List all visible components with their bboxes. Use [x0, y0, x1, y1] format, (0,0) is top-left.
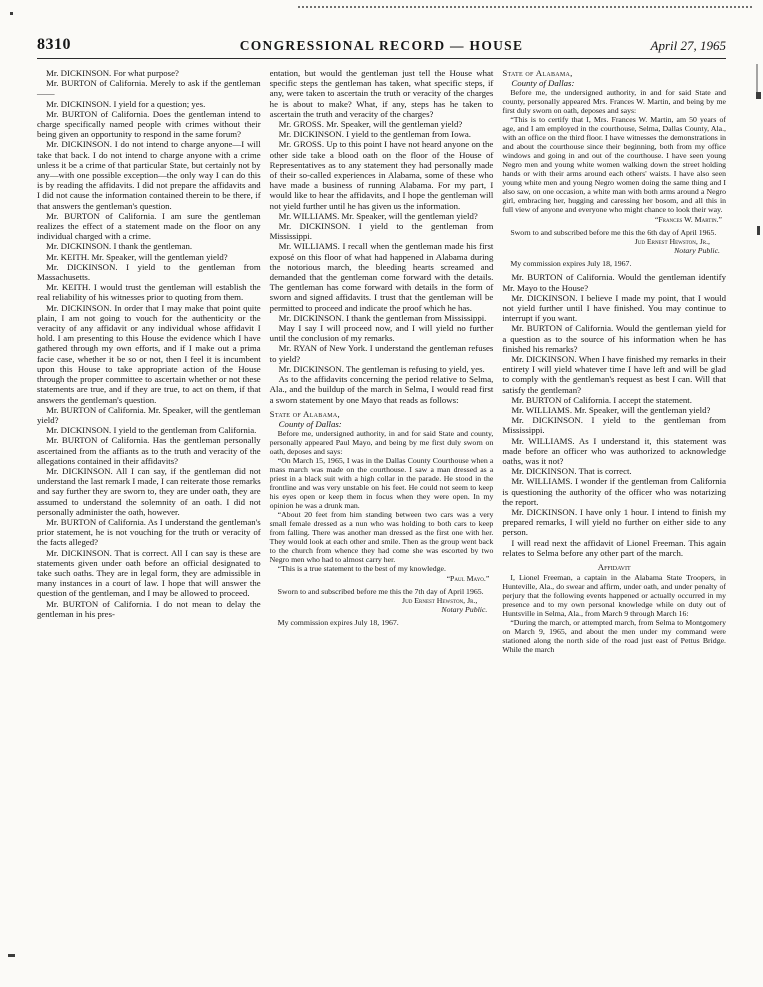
speech-paragraph: Mr. DICKINSON. In order that I may make that point quite plain, I am not going to vouch for the authenticity or the veracity of any affidavit or any individual whose affidavit I hold. I am presenting to this House the evidence which I have gathered through my own efforts, and if I make out a prima facie case, whether it be so or not, then I feel it is incumbent upon this House to take appropriate action of the House through the proper committee to ascertain whether or not these statements are true, and if they are true, to act on them, if that answers the gentleman's question. — [37, 302, 261, 405]
speech-paragraph: Mr. GROSS. Up to this point I have not heard anyone on the other side take a blood oath on the floor of the House of Representatives as to any statement they had personally made of their so-called experiences in Alabama, some of these who have made a business of running Alabama. For my part, I would like to hear the affidavits, and I hope the gentleman will not yield further until he has given us the information. — [269, 139, 494, 211]
page-header — [37, 28, 726, 54]
signature: “Frances W. Martin.” — [654, 215, 723, 225]
speech-paragraph: Mr. KEITH. I would trust the gentleman will establish the real reliability of his witnesses prior to quoting from them. — [37, 282, 261, 303]
journal-title: CONGRESSIONAL RECORD — HOUSE — [239, 38, 524, 53]
speech-paragraph: Mr. DICKINSON. I yield to the gentleman from Iowa. — [278, 129, 471, 140]
column-3 — [502, 68, 726, 654]
speech-paragraph: Mr. BURTON of California. As I understand the gentleman's prior statement, he is not vouching for the truth or veracity of the facts alleged? — [37, 516, 261, 548]
speech-paragraph: Mr. DICKINSON. I thank the gentleman. — [46, 241, 193, 252]
speech-paragraph: Mr. DICKINSON. I yield to the gentleman from Mississippi. — [269, 221, 494, 242]
affidavit-text: “About 20 feet from him standing between two cars was a very small female dressed as a nun who was holding to both cars to keep from falling. There was another man dressed as the first one with her. They would look at each other and smile. Then as the group went back to the church from whence they had come she was escorted by two Negro men who had to almost carry her. — [269, 510, 494, 565]
columns — [37, 68, 726, 654]
speech-paragraph: Mr. WILLIAMS. Mr. Speaker, will the gentleman yield? — [278, 210, 478, 221]
affidavit-text: “This is a true statement to the best of my knowledge. — [277, 564, 446, 574]
speech-paragraph: As to the affidavits concerning the period relative to Selma, Ala., and the buildup of the march in Selma, I would read first a sworn statement by one Mayo that reads as follows: — [269, 374, 494, 405]
speech-paragraph: Mr. BURTON of California. Would the gentleman identify Mr. Mayo to the House? — [502, 272, 727, 293]
notary-name: Jud Ernest Hewston, Jr., — [402, 596, 478, 606]
header-rule — [37, 58, 726, 59]
speech-paragraph: Mr. BURTON of California. Mr. Speaker, will the gentleman yield? — [37, 404, 261, 425]
notary-title: Notary Public. — [674, 246, 721, 256]
scan-artifact-dotted-line — [298, 6, 752, 8]
column-2 — [270, 68, 494, 627]
speech-paragraph-continuation: entation, but would the gentleman just tell the House what specific steps the gentleman has taken, what specific steps, if any, were taken to ascertain the truth or veracity of the charges he is about to make? What, if any, steps has he taken to ascertain the truth and veracity of the charges? — [269, 68, 494, 119]
affidavit-text: “On March 15, 1965, I was in the Dallas County Courthouse when a mass march was made on the courthouse. I saw a man dressed as a priest in a black suit with a high collar in the parade. He stood in the frontline and was very unstable on his feet. He could not seem to keep his eyes open or keep them in focus when they were open. In my opinion he was a drunk man. — [269, 456, 494, 511]
affidavit-text: Before me, the undersigned authority, in and for said State and county, personally appeared Mrs. Frances W. Martin, and being by me first duly sworn on oath, deposes and says: — [502, 88, 727, 116]
speech-paragraph: Mr. DICKINSON. I yield to the gentleman from Mississippi. — [502, 415, 727, 436]
issue-date: April 27, 1965 — [650, 38, 726, 53]
speech-paragraph: Mr. DICKINSON. I yield to the gentleman from Massachusetts. — [37, 261, 261, 283]
speech-paragraph: Mr. GROSS. Mr. Speaker, will the gentleman yield? — [278, 119, 463, 130]
speech-paragraph: Mr. BURTON of California. I am sure the gentleman realizes the effect of a statement made on the floor on any individual charged with a crime. — [37, 210, 261, 242]
speech-paragraph: Mr. DICKINSON. All I can say, if the gentleman did not understand the last remark I made, I can reiterate those remarks and say further they are sworn to, they are under oath, they are assumed to understand the solemnity of an oath. I did not personally administer the oath, however. — [37, 465, 261, 517]
speech-paragraph: Mr. WILLIAMS. Mr. Speaker, will the gentleman yield? — [511, 405, 711, 416]
speech-paragraph: Mr. WILLIAMS. I recall when the gentleman made his first exposé on this floor of what had happened in Alabama during the notorious march, the bleeding hearts screamed and demanded that the gentleman come forward with the details. The gentleman has come forward with details in the form of sworn and signed affidavits. I trust that the gentleman will be permitted to proceed and indicate the proof which he has. — [269, 241, 494, 313]
page-number: 8310 — [37, 36, 71, 53]
italic-heading: County of Dallas: — [278, 418, 342, 429]
speech-paragraph: Mr. DICKINSON. I yield to the gentleman from California. — [46, 425, 257, 436]
affidavit-text: Before me, undersigned authority, in and for said State and county, personally appeared Paul Mayo, and being by me first duly sworn on oath, deposes and says: — [269, 429, 494, 457]
speech-paragraph: Mr. DICKINSON. I do not intend to charge anyone—I will take that back. I do not intend to charge anyone with a crime unless it be a crime of that particular State, but certainly not by any—with one possible exception—the only way I can do this is by reading the affidavits. I did not prepare the affidavits and I did not cause the information contained therein to be there, if that answers the gentleman's question. — [37, 139, 261, 211]
notary-name: Jud Ernest Hewston, Jr., — [634, 237, 711, 247]
speech-paragraph: Mr. BURTON of California. Has the gentleman personally ascertained from the affiants as to the truth and veracity of the allegations contained in their affidavits? — [37, 435, 261, 466]
speech-paragraph: Mr. BURTON of California. Merely to ask if the gentleman—— — [37, 78, 261, 99]
affidavit-text: My commission expires July 18, 1967. — [277, 618, 399, 628]
scan-artifact — [756, 64, 758, 94]
smallcaps-heading: State of Alabama, — [502, 68, 573, 78]
affidavit-text: “This is to certify that I, Mrs. Frances W. Martin, am 50 years of age, and I am employed in the courthouse, Selma, Dallas County, Ala., with an office on the third floor. I have witnesses the demonstrations in and about the courthouse since their beginning, both from my office windows and going in and out of the courthouse. I have seen young Negro men and young white women walking down the street holding hands or with their arms around each others' waists. I have also seen young white men and young Negro women doing the same thing and I also saw, on one occasion, a white man with both arms around a Negro girl, embracing her, hugging and caressing her bosom, and all this in full view of anyone and everyone who might chance to look their way. — [502, 115, 727, 215]
smallcaps-heading: State of Alabama, — [269, 408, 340, 419]
speech-paragraph: I will read next the affidavit of Lionel Freeman. This again relates to Selma before any other part of the march. — [502, 537, 727, 558]
signature: “Paul Mayo.” — [446, 574, 490, 584]
speech-paragraph: Mr. BURTON of California. Would the gentleman yield for a question as to the source of his information when he has finished his remarks? — [502, 323, 727, 354]
speech-paragraph: Mr. RYAN of New York. I understand the gentleman refuses to yield? — [269, 343, 494, 364]
speech-paragraph: Mr. WILLIAMS. As I understand it, this statement was made before an officer who was authorized to acknowledge oaths, was it not? — [502, 435, 727, 467]
speech-paragraph: Mr. DICKINSON. I believe I made my point, that I would not yield further until I have finished. You may continue to interrupt if you want. — [502, 292, 727, 324]
speech-paragraph: Mr. DICKINSON. The gentleman is refusing to yield, yes. — [278, 363, 485, 374]
affidavit-text: Sworn to and subscribed before me this the 7th day of April 1965. — [277, 587, 484, 597]
speech-paragraph: Mr. DICKINSON. When I have finished my remarks in their entirety I will yield whatever time I have left and will be glad to comply with the gentleman's request as best I can. Will that satisfy the gentleman? — [502, 354, 727, 395]
centered-heading: Affidavit — [597, 562, 631, 573]
speech-paragraph: Mr. DICKINSON. That is correct. — [511, 466, 632, 477]
speech-paragraph: Mr. DICKINSON. For what purpose? — [46, 68, 179, 78]
speech-paragraph: Mr. DICKINSON. That is correct. All I can say is these are statements given under oath before an official designated to take such oaths. They are in legal form, they are admissible in many instances in a court of law. I hope that will answer the question of the gentleman, and I may be allowed to proceed. — [37, 547, 261, 599]
notary-title: Notary Public. — [441, 605, 488, 615]
column-1 — [37, 68, 261, 619]
speech-paragraph: Mr. BURTON of California. I accept the statement. — [511, 394, 692, 405]
speech-paragraph: Mr. BURTON of California. I do not mean to delay the gentleman in his pres- — [37, 598, 261, 619]
affidavit-text: I, Lionel Freeman, a captain in the Alabama State Troopers, in Hunteville, Ala., do swear and affirm, under oath, and under penalty of perjury that the following events happened or actually occurred in my presence and to my own personal knowledge while on duty out of Huntsville in Selma, Ala., from March 9 through March 16: — [502, 573, 727, 619]
affidavit-text: My commission expires July 18, 1967. — [510, 259, 632, 269]
speech-paragraph: Mr. DICKINSON. I have only 1 hour. I intend to finish my prepared remarks, I will yield no further on either side to any person. — [502, 507, 727, 538]
scan-artifact — [10, 12, 13, 15]
italic-heading: County of Dallas: — [511, 78, 575, 89]
speech-paragraph: Mr. BURTON of California. Does the gentleman intend to charge specifically named people with crimes without their being given an opportunity to respond in the same forum? — [37, 108, 261, 140]
affidavit-text: Sworn to and subscribed before me this the 6th day of April 1965. — [510, 228, 717, 238]
affidavit-text: “During the march, or attempted march, from Selma to Montgomery on March 9, 1965, and about the men under my command were stationed along the north side of the road just east of Pettus Bridge. While the march — [502, 618, 727, 655]
speech-paragraph: May I say I will proceed now, and I will yield no further until the conclusion of my remarks. — [269, 323, 494, 344]
speech-paragraph: Mr. KEITH. Mr. Speaker, will the gentleman yield? — [46, 251, 228, 262]
speech-paragraph: Mr. DICKINSON. I thank the gentleman from Mississippi. — [278, 312, 487, 323]
speech-paragraph: Mr. WILLIAMS. I wonder if the gentleman from California is questioning the authority of the officer who was notarizing the report. — [502, 476, 727, 507]
scan-artifact — [757, 226, 760, 235]
speech-paragraph: Mr. DICKINSON. I yield for a question; yes. — [46, 98, 206, 109]
scan-artifact — [8, 954, 15, 957]
